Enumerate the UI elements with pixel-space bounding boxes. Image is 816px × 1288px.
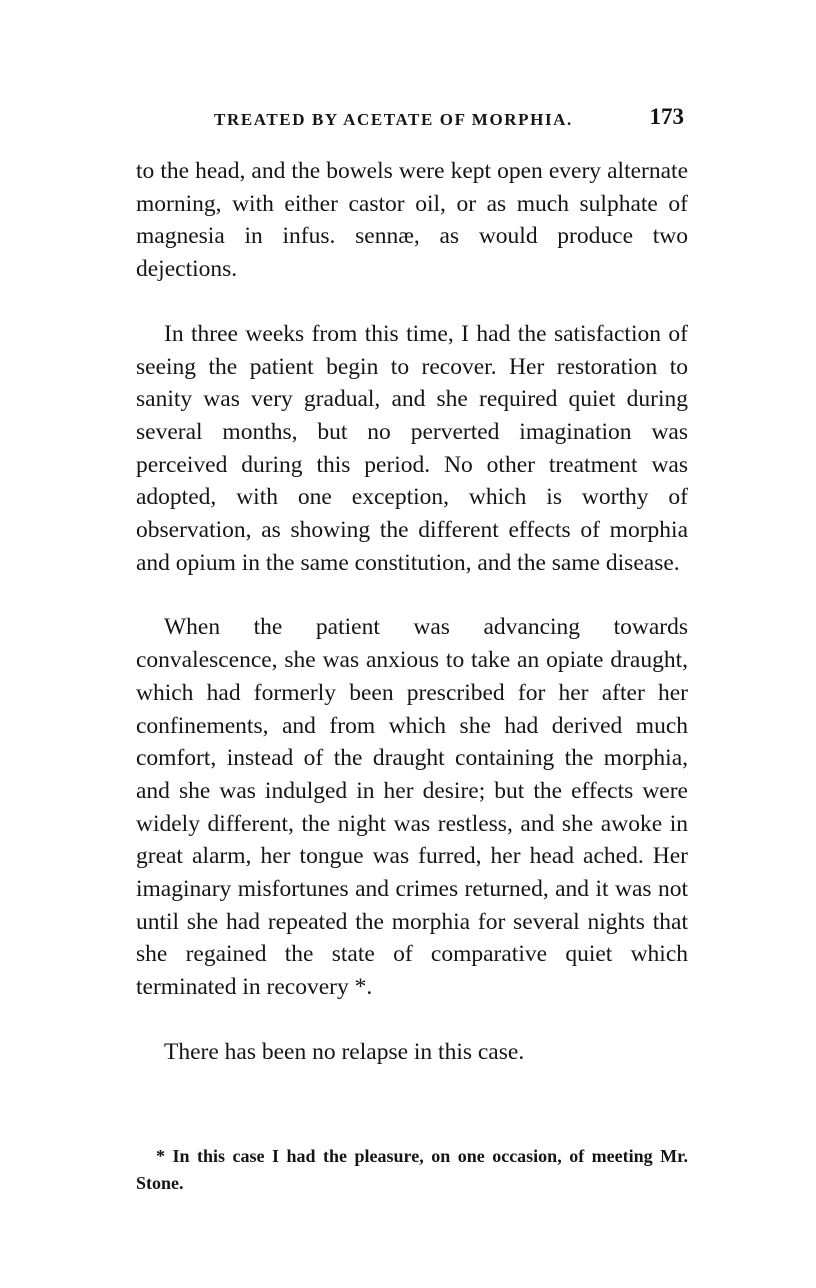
page-header — [136, 104, 688, 138]
page-number: 173 — [649, 104, 684, 129]
body-text — [136, 155, 688, 1101]
paragraph-convalescence: When the patient was advancing towards convalescence, she was anxious to take an opiate draught, which had formerly been prescribed for her after her confinements, and from which she had derived much comfort, instead of the draught containing the morphia, and she was indulged in her desire; but the effects were widely different, the night was restless, and she awoke in great alarm, her tongue was furred, her head ached. Her imaginary misfortunes and crimes returned, and it was not until she had repeated the morphia for several nights that she regained the state of comparative quiet which terminated in recovery *. — [136, 614, 688, 1001]
footnote: * In this case I had the pleasure, on one occasion, of meeting Mr. Stone. — [136, 1146, 688, 1193]
running-head: TREATED BY ACETATE OF MORPHIA. — [214, 110, 573, 129]
paragraph-continued: to the head, and the bowels were kept open every alternate morning, with either castor oil, or as much sulphate of magnesia in infus. sennæ, as would produce two dejections. — [136, 158, 688, 283]
paragraph-no-relapse: There has been no relapse in this case. — [164, 1038, 525, 1065]
paragraph-recovery: In three weeks from this time, I had the satisfaction of seeing the patient begin to recover. Her restoration to sanity was very gradual, and she required quiet during several months, but no perverted imagination was perceived during this period. No other treatment was adopted, with one exception, which is worthy of observation, as showing the different effects of morphia and opium in the same constitution, and the same disease. — [136, 320, 688, 576]
